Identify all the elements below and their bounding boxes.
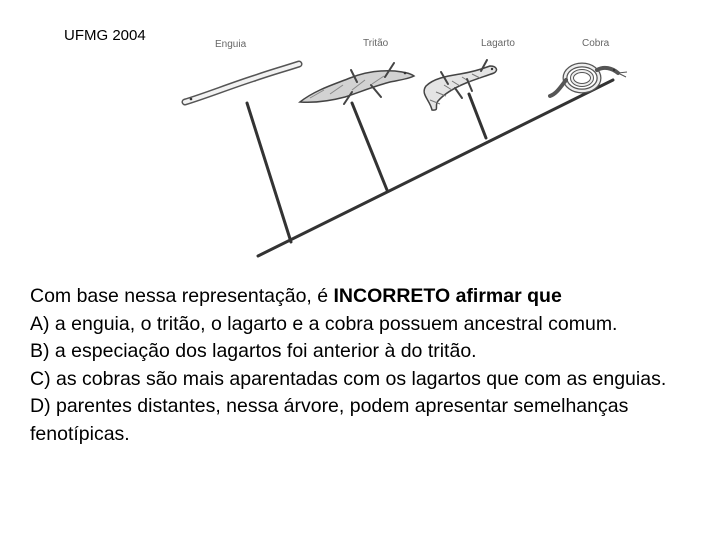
- tree-branches: [247, 80, 613, 256]
- question-lead-text: Com base nessa representação, é: [30, 285, 334, 307]
- question-lead-emphasis: INCORRETO afirmar que: [333, 285, 562, 307]
- branch-eel: [247, 103, 291, 242]
- branch-lizard: [469, 94, 486, 138]
- option-c: C) as cobras são mais aparentadas com os lagartos que com as enguias.: [30, 367, 667, 390]
- taxon-label-snake: Cobra: [582, 38, 610, 49]
- option-b: B) a especiação dos lagartos foi anterior à do tritão.: [30, 340, 477, 362]
- taxon-label-eel: Enguia: [215, 39, 247, 50]
- eel-icon: [185, 64, 299, 102]
- question-text: [30, 283, 722, 448]
- question-lead: [30, 283, 722, 311]
- taxon-label-lizard: Lagarto: [481, 38, 515, 49]
- branch-newt: [352, 103, 387, 190]
- lizard-icon: [424, 60, 496, 110]
- snake-icon: [550, 65, 627, 96]
- option-a: A) a enguia, o tritão, o lagarto e a cobra possuem ancestral comum.: [30, 312, 618, 335]
- option-d: D) parentes distantes, nessa árvore, podem apresentar semelhanças fenotípicas.: [30, 395, 629, 445]
- taxon-label-newt: Tritão: [363, 38, 389, 49]
- newt-icon: [300, 63, 414, 104]
- source-label: UFMG 2004: [64, 27, 146, 44]
